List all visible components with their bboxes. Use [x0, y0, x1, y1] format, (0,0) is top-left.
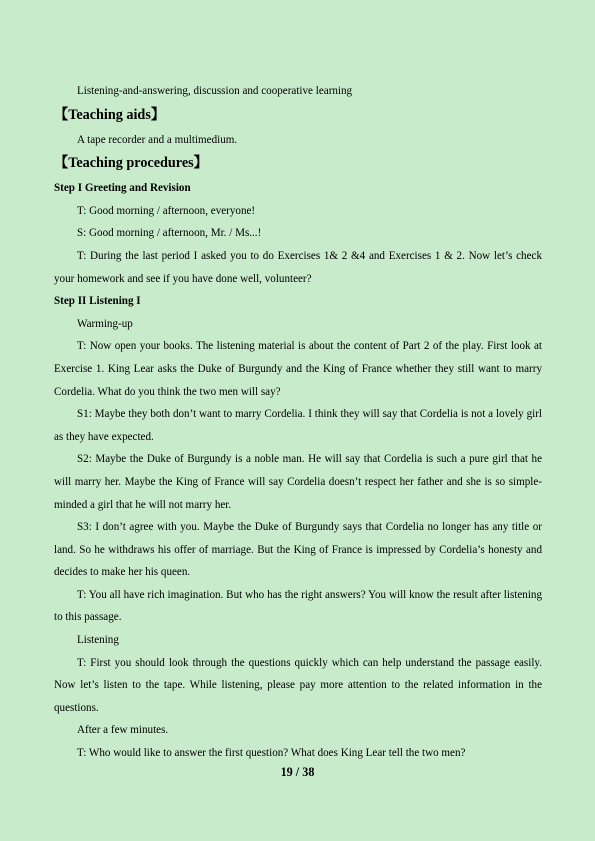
paragraph: Listening-and-answering, discussion and cooperative learning: [77, 85, 353, 97]
paragraph: Listening: [77, 634, 119, 647]
paragraph: Warming-up: [77, 317, 133, 330]
paragraph: A tape recorder and a multimedium.: [77, 133, 238, 146]
paragraph: S: Good morning / afternoon, Mr. / Ms...!: [77, 227, 262, 240]
paragraph: T: Good morning / afternoon, everyone!: [77, 204, 256, 217]
paragraph: T: During the last period I asked you to do Exercises 1& 2 &4 and Exercises 1 & 2. Now let’s check your homework and see if you have done well, volunteer?: [54, 249, 542, 285]
paragraph: T: You all have rich imagination. But who has the right answers? You will know the result after listening to this passage.: [54, 588, 542, 624]
document-body: [54, 80, 542, 765]
step-heading: Step I Greeting and Revision: [54, 182, 191, 195]
paragraph: S2: Maybe the Duke of Burgundy is a noble man. He will say that Cordelia is such a pure girl that he will marry her. Maybe the King of France will say Cordelia doesn’t respect her father and she is so simple-minded a girl that he will not marry her.: [54, 453, 542, 511]
paragraph: T: First you should look through the questions quickly which can help understand the passage easily. Now let’s listen to the tape. While listening, please pay more attention to the related information in the questions.: [54, 656, 542, 714]
paragraph: S1: Maybe they both don’t want to marry Cordelia. I think they will say that Cordelia is not a lovely girl as they have expected.: [54, 408, 542, 443]
section-heading: 【Teaching aids】: [54, 106, 166, 123]
paragraph: After a few minutes.: [77, 724, 169, 737]
paragraph: S3: I don’t agree with you. Maybe the Duke of Burgundy says that Cordelia no longer has any title or land. So he withdraws his offer of marriage. But the King of France is impressed by Cordelia’s honesty and decides to make her his queen.: [54, 521, 542, 579]
paragraph: T: Now open your books. The listening material is about the content of Part 2 of the play. First look at Exercise 1. King Lear asks the Duke of Burgundy and the King of France whether they still want to marry Cordelia. What do you think the two men will say?: [54, 340, 542, 398]
paragraph: T: Who would like to answer the first question? What does King Lear tell the two men?: [77, 747, 466, 760]
page-number: 19 / 38: [280, 765, 315, 779]
step-heading: Step II Listening I: [54, 295, 141, 308]
section-heading: 【Teaching procedures】: [54, 155, 208, 172]
